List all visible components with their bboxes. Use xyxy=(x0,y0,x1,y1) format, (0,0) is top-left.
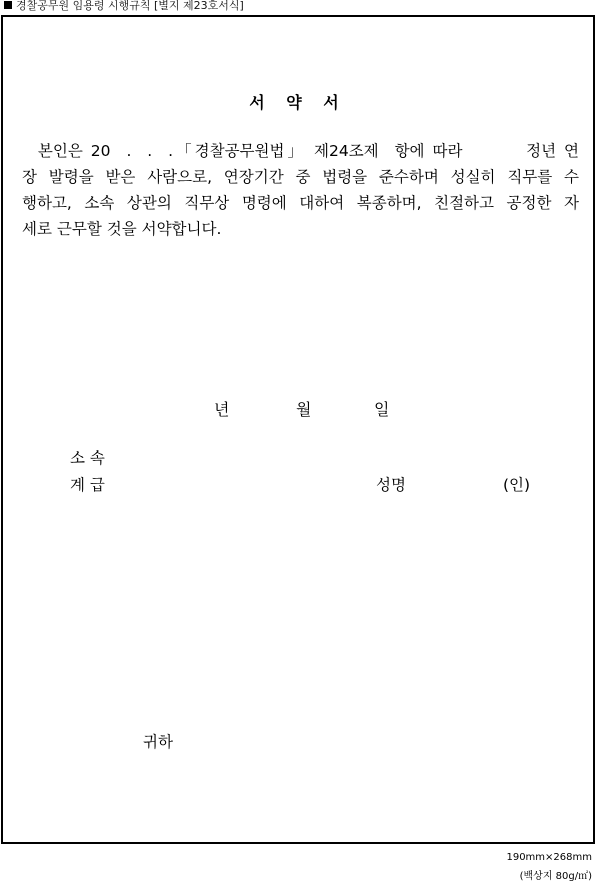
affiliation-label: 소 속 xyxy=(70,449,105,467)
rank-label: 계 급 xyxy=(70,476,105,494)
form-caption xyxy=(4,0,244,12)
pledge-line-1: 본인은 20 . . .「경찰공무원법」 제24조제 항에 따라 정년 연 xyxy=(22,142,579,160)
paper-size: 190mm×268mm xyxy=(506,852,592,863)
document-title: 서 약 서 xyxy=(249,93,347,112)
seal-label: (인) xyxy=(503,476,531,494)
year-label: 년 xyxy=(214,400,230,419)
addressee-suffix: 귀하 xyxy=(143,733,173,751)
name-label: 성명 xyxy=(376,476,406,494)
document-frame xyxy=(1,15,595,844)
paper-type: (백상지 80g/㎡) xyxy=(519,871,592,882)
square-bullet-icon xyxy=(4,1,12,9)
pledge-line-3: 행하고, 소속 상관의 직무상 명령에 대하여 복종하며, 친절하고 공정한 자 xyxy=(22,194,579,212)
pledge-line-4: 세로 근무할 것을 서약합니다. xyxy=(22,220,222,238)
pledge-body xyxy=(22,138,579,242)
day-label: 일 xyxy=(374,400,390,419)
form-caption-text: 경찰공무원 임용령 시행규칙 [별지 제23호서식] xyxy=(16,0,244,12)
pledge-line-2: 장 발령을 받은 사람으로, 연장기간 중 법령을 준수하며 성실히 직무를 수 xyxy=(22,168,579,186)
month-label: 월 xyxy=(296,400,312,419)
